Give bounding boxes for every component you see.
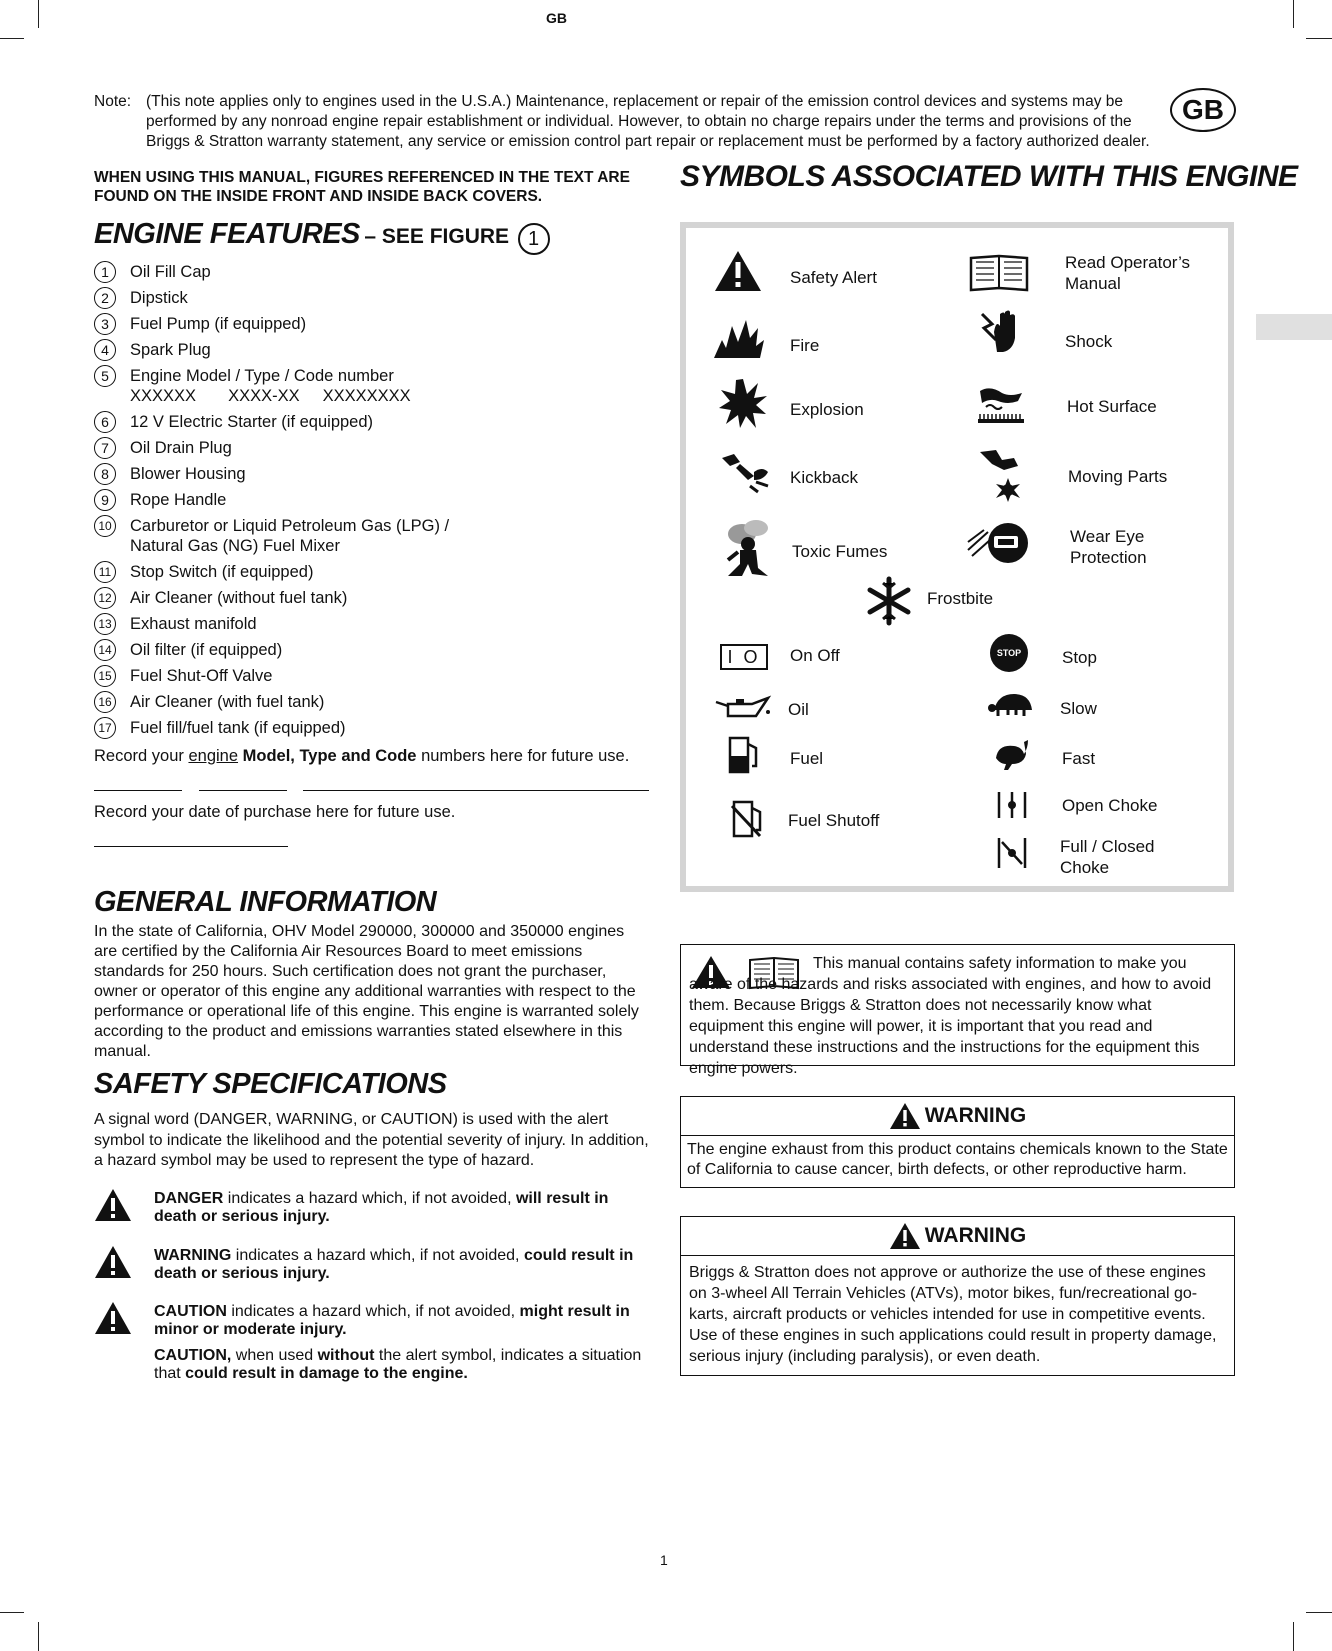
danger-alert-icon [94, 1188, 132, 1222]
moving-parts-icon [978, 448, 1026, 504]
feature-item [94, 366, 654, 406]
feature-label: Oil filter (if equipped) [130, 641, 283, 659]
record-engine: engine [188, 747, 239, 765]
caution2-mid1: when used [231, 1347, 318, 1364]
engine-features-title: ENGINE FEATURES [94, 218, 360, 250]
feature-item [94, 262, 654, 282]
feature-number: 2 [94, 287, 116, 309]
feature-number: 5 [94, 365, 116, 387]
caution2-word: CAUTION, [154, 1347, 232, 1364]
gb-badge: GB [1170, 88, 1236, 132]
symbols-title: SYMBOLS ASSOCIATED WITH THIS ENGINE [680, 160, 1298, 193]
warning-alert-icon [889, 1222, 921, 1250]
caution-bold: might result in minor or moderate injury. [154, 1303, 630, 1338]
operator-manual-icon [968, 252, 1030, 294]
feature-label: Rope Handle [130, 491, 227, 509]
symbol-label-fuel: Fuel [790, 749, 824, 768]
stop-icon: STOP [990, 634, 1028, 672]
crop-mark [38, 0, 39, 28]
feature-label: Fuel Shut-Off Valve [130, 667, 273, 685]
danger-word: DANGER [154, 1190, 224, 1207]
feature-item [94, 314, 654, 334]
feature-number: 10 [94, 515, 116, 537]
fuel-shutoff-icon [730, 800, 764, 838]
hot-surface-icon [976, 385, 1026, 429]
symbol-label-fast: Fast [1062, 749, 1096, 768]
fire-icon [712, 318, 766, 360]
header-language-code: GB [546, 10, 567, 26]
caution-definition [94, 1303, 654, 1339]
symbol-label-safety-alert: Safety Alert [790, 268, 877, 287]
symbol-label-frostbite: Frostbite [927, 589, 994, 608]
closed-choke-icon [996, 836, 1028, 870]
warning-box-california [680, 1096, 1235, 1188]
warning-word: WARNING [154, 1247, 232, 1264]
crop-mark [1293, 0, 1294, 28]
caution2-mid2: the alert symbol, indicates a situation that [154, 1347, 642, 1382]
crop-mark [0, 38, 24, 39]
model-entry-line[interactable] [94, 790, 182, 791]
warning-mid: indicates a hazard which, if not avoided, [231, 1247, 524, 1264]
feature-label: Engine Model / Type / Code number [130, 367, 394, 385]
feature-number: 16 [94, 691, 116, 713]
symbol-label-hot-surface: Hot Surface [1067, 397, 1157, 416]
danger-bold: will result in death or serious injury. [154, 1190, 609, 1225]
record-bold: Model, Type and Code [238, 747, 417, 765]
rabbit-icon [990, 738, 1030, 772]
turtle-icon [988, 692, 1036, 718]
engine-features-list [94, 262, 654, 744]
feature-number: 7 [94, 437, 116, 459]
feature-item [94, 614, 654, 634]
caution-alert-icon [94, 1301, 132, 1335]
symbol-label-explosion: Explosion [790, 400, 864, 419]
usa-note [94, 92, 1174, 152]
feature-item [94, 340, 654, 360]
page-number: 1 [660, 1552, 668, 1568]
symbol-label-closed-choke: Full / Closed Choke [1060, 837, 1155, 877]
record-model-text [94, 747, 629, 766]
safety-specifications-title: SAFETY SPECIFICATIONS [94, 1068, 447, 1100]
symbol-label-stop: Stop [1062, 648, 1097, 667]
code-entry-line[interactable] [303, 790, 649, 791]
feature-label: Spark Plug [130, 341, 211, 359]
toxic-fumes-icon [722, 520, 784, 578]
warning-alert-icon [94, 1245, 132, 1279]
note-label: Note: [94, 93, 132, 110]
feature-label: Oil Fill Cap [130, 263, 211, 281]
symbol-label-on-off: On Off [790, 646, 840, 665]
feature-item [94, 516, 654, 556]
date-entry-line[interactable] [94, 846, 288, 847]
eye-protection-icon [966, 520, 1028, 566]
feature-item [94, 412, 654, 432]
warning-text: Briggs & Stratton does not approve or authorize the use of these engines on 3-wheel All Terrain Vehicles (ATVs), motor bikes, fun/recreational go-karts, aircraft products or vehicles intended for use in competitive events. Use of these engines in such applications could result in property damage, serious injury (including paralysis), or even death. [689, 1264, 1217, 1365]
symbol-label-oil: Oil [788, 700, 809, 719]
symbol-label-moving-parts: Moving Parts [1068, 467, 1168, 486]
record-suffix: numbers here for future use. [416, 747, 630, 765]
open-choke-icon [996, 790, 1028, 820]
explosion-icon [718, 378, 768, 430]
warning-header [681, 1217, 1234, 1256]
danger-definition [94, 1190, 654, 1226]
safety-alert-icon [714, 250, 762, 292]
symbol-label-open-choke: Open Choke [1062, 796, 1158, 815]
feature-item [94, 464, 654, 484]
feature-item [94, 438, 654, 458]
feature-number: 8 [94, 463, 116, 485]
caution-no-symbol-definition [94, 1347, 654, 1383]
feature-label: Blower Housing [130, 465, 246, 483]
feature-item [94, 640, 654, 660]
feature-item [94, 718, 654, 738]
feature-label: Fuel Pump (if equipped) [130, 315, 307, 333]
feature-item [94, 692, 654, 712]
feature-item [94, 588, 654, 608]
feature-label: 12 V Electric Starter (if equipped) [130, 413, 374, 431]
feature-number: 13 [94, 613, 116, 635]
feature-label: Fuel fill/fuel tank (if equipped) [130, 719, 346, 737]
symbol-label-kickback: Kickback [790, 468, 859, 487]
safety-specifications-text: A signal word (DANGER, WARNING, or CAUTION) is used with the alert symbol to indicate the likelihood and the potential severity of injury. In addition, a hazard symbol may be used to represent the type of hazard. [94, 1111, 649, 1169]
feature-number: 1 [94, 261, 116, 283]
feature-number: 12 [94, 587, 116, 609]
feature-number: 6 [94, 411, 116, 433]
caution2-bold2: could result in damage to the engine. [185, 1365, 468, 1382]
general-information-title: GENERAL INFORMATION [94, 886, 437, 918]
note-text: (This note applies only to engines used in the U.S.A.) Maintenance, replacement or repair of the emission control devices and systems may be performed by any nonroad engine repair establishment or individual. However, to obtain no charge repairs under the terms and provisions of the Briggs & Stratton warranty statement, any service or emission control part repair or replacement must be performed by a factory authorized dealer. [146, 93, 1150, 150]
symbol-label-fuel-shutoff: Fuel Shutoff [788, 811, 880, 830]
warning-header [681, 1097, 1234, 1136]
type-entry-line[interactable] [199, 790, 287, 791]
crop-mark [0, 1612, 24, 1613]
caution-word: CAUTION [154, 1303, 227, 1320]
manual-figures-note: WHEN USING THIS MANUAL, FIGURES REFERENCED IN THE TEXT ARE FOUND ON THE INSIDE FRONT AND INSIDE BACK COVERS. [94, 169, 630, 205]
crop-mark [38, 1622, 39, 1651]
symbol-label-slow: Slow [1060, 699, 1097, 718]
caution2-bold1: without [317, 1347, 375, 1364]
feature-label: Stop Switch (if equipped) [130, 563, 314, 581]
safety-info-text: This manual contains safety information to make you aware of the hazards and risks associated with engines, and how to avoid them. Because Briggs & Stratton does not necessarily know what equipment this engine will power, it is important that you read and understand these instructions and the instructions for the equipment this engine powers. [689, 955, 1212, 1077]
feature-label: Dipstick [130, 289, 188, 307]
crop-mark [1306, 1612, 1332, 1613]
general-information-text: In the state of California, OHV Model 290000, 300000 and 350000 engines are certified by the California Air Resources Board to meet emissions standards for 250 hours. Such certification does not grant the purchaser, owner or operator of this engine any additional warranties with respect to the performance or operational life of this engine. This engine is warranted solely according to the product and emissions warranties stated elsewhere in this manual. [94, 923, 639, 1060]
feature-item [94, 490, 654, 510]
symbol-label-shock: Shock [1065, 332, 1113, 351]
feature-number: 9 [94, 489, 116, 511]
feature-item [94, 562, 654, 582]
feature-label-line2: Natural Gas (NG) Fuel Mixer [130, 537, 340, 555]
on-off-icon: I O [720, 644, 768, 670]
feature-label: Exhaust manifold [130, 615, 257, 633]
feature-number: 17 [94, 717, 116, 739]
symbol-label-eye-protection: Wear Eye Protection [1070, 527, 1147, 567]
warning-text: The engine exhaust from this product contains chemicals known to the State of California to cause cancer, birth defects, or other reproductive harm. [687, 1141, 1228, 1178]
fuel-pump-icon [728, 736, 760, 774]
side-tab [1256, 314, 1332, 340]
engine-features-subtitle: – SEE FIGURE [364, 225, 510, 248]
danger-mid: indicates a hazard which, if not avoided, [223, 1190, 516, 1207]
feature-number: 15 [94, 665, 116, 687]
figure-number-badge: 1 [518, 223, 550, 255]
crop-mark [1306, 38, 1332, 39]
symbol-label-read-manual: Read Operator’s Manual [1065, 253, 1191, 293]
shock-icon [978, 310, 1022, 362]
caution-mid: indicates a hazard which, if not avoided, [226, 1303, 520, 1320]
feature-label: Carburetor or Liquid Petroleum Gas (LPG) / [130, 517, 450, 535]
kickback-icon [720, 450, 774, 494]
warning-definition [94, 1247, 654, 1283]
feature-item [94, 666, 654, 686]
symbol-label-fire: Fire [790, 336, 820, 355]
feature-label: Air Cleaner (without fuel tank) [130, 589, 348, 607]
feature-label-line2: XXXXXX XXXX-XX XXXXXXXX [130, 387, 411, 405]
warning-alert-icon [889, 1102, 921, 1130]
warning-bold: could result in death or serious injury. [154, 1247, 634, 1282]
oil-can-icon [714, 694, 774, 722]
feature-number: 3 [94, 313, 116, 335]
feature-item [94, 288, 654, 308]
engine-features-heading [94, 218, 550, 255]
feature-label: Air Cleaner (with fuel tank) [130, 693, 325, 711]
snowflake-icon [864, 576, 914, 626]
warning-title: WARNING [924, 1224, 1027, 1247]
record-date-text: Record your date of purchase here for future use. [94, 803, 456, 821]
warning-box-atv [680, 1216, 1235, 1376]
record-prefix: Record your [94, 747, 189, 765]
feature-number: 11 [94, 561, 116, 583]
feature-number: 14 [94, 639, 116, 661]
safety-info-box [680, 944, 1235, 1077]
symbol-label-toxic-fumes: Toxic Fumes [792, 542, 888, 561]
feature-number: 4 [94, 339, 116, 361]
crop-mark [1293, 1622, 1294, 1651]
warning-title: WARNING [924, 1104, 1027, 1127]
feature-label: Oil Drain Plug [130, 439, 232, 457]
